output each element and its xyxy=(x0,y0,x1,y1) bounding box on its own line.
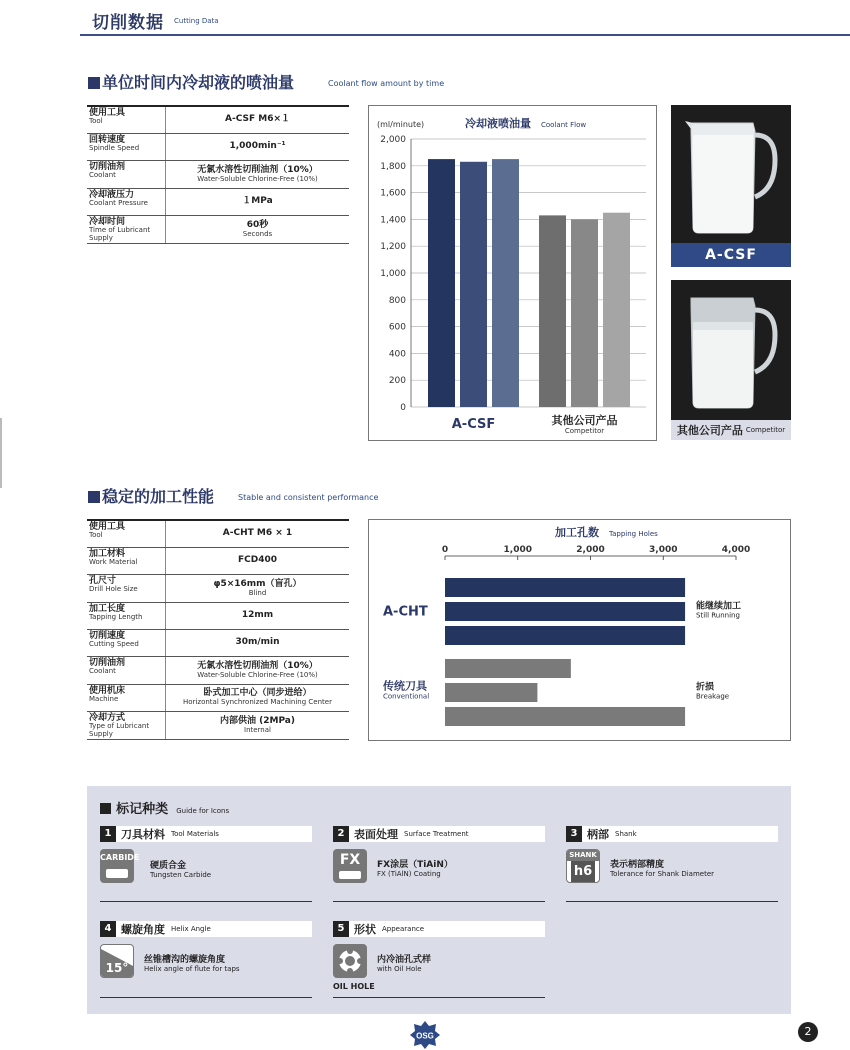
spec-value: φ5×16mm（盲孔） xyxy=(213,578,302,589)
carbide-icon: CARBIDE xyxy=(100,849,134,883)
guide-item2-text: FX涂层（TiAiN） FX (TiAlN) Coating xyxy=(377,860,453,878)
group-label: 传统刀具 xyxy=(383,679,427,693)
photo-competitor-label xyxy=(671,420,791,440)
guide-item-helix-angle: 4 螺旋角度 Helix Angle xyxy=(100,921,312,937)
spec-value: 内部供油 (2MPa) xyxy=(219,715,295,726)
tapping-chart-svg xyxy=(369,520,792,742)
bar-note-en: Breakage xyxy=(696,692,730,701)
chart-title-en: Coolant Flow xyxy=(541,121,587,129)
osg-logo-text: OSG xyxy=(416,1031,434,1041)
chart-title: 冷却液喷油量 xyxy=(465,117,531,130)
icon-guide xyxy=(87,786,791,1014)
spec-row xyxy=(87,712,349,740)
spec-label xyxy=(87,216,165,243)
photo-acsf-label: A-CSF xyxy=(671,243,791,267)
bar-note: 折损 xyxy=(696,682,715,693)
y-tick-label: 2,000 xyxy=(380,135,406,145)
spec-row xyxy=(87,657,349,685)
guide-item3-text: 表示柄部精度 Tolerance for Shank Diameter xyxy=(610,860,715,878)
spec-label-en: Tool xyxy=(89,117,103,126)
guide-item1-text: 硬质合金 Tungsten Carbide xyxy=(150,861,212,879)
spec-label-en: Cutting Speed xyxy=(89,640,139,649)
section2-title: 稳定的加工性能 xyxy=(88,484,214,507)
spec-value: 无氯水溶性切削油剂（10%） xyxy=(197,660,318,671)
spec-label-cn: 孔尺寸 xyxy=(89,576,117,586)
spec-label-cn: 加工长度 xyxy=(89,604,126,614)
spec-label-cn: 回转速度 xyxy=(89,135,126,145)
spec-row xyxy=(87,189,349,216)
section2-subtitle: Stable and consistent performance xyxy=(238,493,379,502)
y-tick-label: 400 xyxy=(388,349,406,360)
spec-value: １MPa xyxy=(242,196,273,207)
x-tick-label: 2,000 xyxy=(576,545,605,555)
spec-value-cell xyxy=(165,161,349,188)
spec-value-cell xyxy=(165,630,349,656)
chart-title-en: Tapping Holes xyxy=(609,530,658,538)
spec-row xyxy=(87,685,349,712)
spec-value-cell xyxy=(165,575,349,602)
spec-label xyxy=(87,189,165,215)
spec-value-cell xyxy=(165,548,349,574)
divider xyxy=(333,901,545,902)
spec-value-cell xyxy=(165,685,349,711)
spec-label-cn: 使用工具 xyxy=(89,522,126,532)
bar xyxy=(571,219,598,407)
guide-item-surface-treatment: 2 表面处理 Surface Treatment xyxy=(333,826,545,842)
spec-row xyxy=(87,216,349,244)
group-label: 其他公司产品 xyxy=(551,414,618,427)
divider xyxy=(566,901,778,902)
x-tick-label: 0 xyxy=(441,545,449,555)
bar xyxy=(445,683,537,702)
bar xyxy=(445,707,685,726)
spec-label-en: Spindle Speed xyxy=(89,144,140,153)
helix-angle-icon: 15° xyxy=(100,944,134,978)
spec-label-cn: 使用机床 xyxy=(89,686,126,696)
coolant-chart-svg xyxy=(369,106,658,442)
bar-note-en: Still Running xyxy=(696,611,740,620)
spec-label-en: Coolant Pressure xyxy=(89,199,148,208)
group-label: A-CSF xyxy=(451,417,496,432)
spec-value: A-CSF M6×１ xyxy=(225,114,290,125)
spec-value-sub: Horizontal Synchronized Machining Center xyxy=(183,698,332,707)
spec-label-en: Time of Lubricant Supply xyxy=(89,226,151,242)
spec-label-cn: 切削油剂 xyxy=(89,162,126,172)
guide-item4-text: 丝锥槽沟的螺旋角度 Helix angle of flute for taps xyxy=(144,955,240,973)
oil-hole-label: OIL HOLE xyxy=(333,982,375,991)
beaker-acsf-icon xyxy=(671,105,791,245)
spec-row xyxy=(87,575,349,603)
spec-label xyxy=(87,575,165,602)
divider xyxy=(333,997,545,998)
beaker-competitor-icon xyxy=(671,280,791,420)
bar xyxy=(492,159,519,407)
edge-mark xyxy=(0,418,2,488)
spec-row xyxy=(87,107,349,134)
spec-label xyxy=(87,521,165,547)
spec-label xyxy=(87,107,165,133)
spec-label xyxy=(87,630,165,656)
spec-label xyxy=(87,712,165,739)
chart-title: 加工孔数 xyxy=(555,526,599,539)
spec-value: 60秒 xyxy=(246,219,269,230)
spec-value-sub: Water-Soluble Chlorine-Free (10%) xyxy=(197,670,318,679)
coolant-chart xyxy=(368,105,657,441)
spec-value: 30m/min xyxy=(235,637,280,648)
x-tick-label: 3,000 xyxy=(649,545,678,555)
spec-value-cell xyxy=(165,107,349,133)
spec-row xyxy=(87,161,349,189)
guide-item-appearance: 5 形状 Appearance xyxy=(333,921,545,937)
spec-row xyxy=(87,134,349,161)
spec-value: 12mm xyxy=(241,610,274,621)
spec-label-en: Coolant xyxy=(89,667,116,676)
spec-value-sub: Blind xyxy=(248,588,267,597)
bar xyxy=(428,159,455,407)
spec-label xyxy=(87,657,165,684)
spec-value-cell xyxy=(165,216,349,243)
spec-table-performance xyxy=(87,519,349,740)
x-tick-label: 1,000 xyxy=(503,545,532,555)
y-tick-label: 1,800 xyxy=(380,161,406,172)
spec-label-cn: 切削速度 xyxy=(89,631,126,641)
spec-label-en: Coolant xyxy=(89,171,116,180)
spec-label-cn: 冷却液压力 xyxy=(89,190,135,200)
spec-value-cell xyxy=(165,134,349,160)
spec-label-en: Machine xyxy=(89,695,119,704)
spec-row xyxy=(87,603,349,630)
spec-label-en: Tapping Length xyxy=(89,613,143,622)
y-tick-label: 1,000 xyxy=(380,269,406,279)
guide-item-shank: 3 柄部 Shank xyxy=(566,826,778,842)
section1-title: 单位时间内冷却液的喷油量 xyxy=(88,70,294,93)
osg-logo-icon xyxy=(410,1020,440,1050)
spec-label-cn: 冷却方式 xyxy=(89,713,126,723)
spec-label-en: Type of Lubricant Supply xyxy=(89,722,150,738)
bar xyxy=(445,602,685,621)
tapping-chart xyxy=(368,519,791,741)
spec-label-cn: 切削油剂 xyxy=(89,658,126,668)
competitor-label-cn: 其他公司产品 xyxy=(676,424,743,437)
spec-value: 卧式加工中心（同步进给） xyxy=(203,688,312,699)
spec-label-en: Drill Hole Size xyxy=(89,585,138,594)
y-tick-label: 0 xyxy=(400,403,406,413)
spec-value: FCD400 xyxy=(237,555,277,566)
spec-label-cn: 加工材料 xyxy=(89,549,126,559)
group-sublabel: Competitor xyxy=(564,427,605,435)
y-tick-label: 800 xyxy=(388,295,406,306)
page-number: 2 xyxy=(798,1022,818,1042)
spec-value: 无氯水溶性切削油剂（10%） xyxy=(197,164,318,175)
y-tick-label: 600 xyxy=(388,322,406,333)
spec-label xyxy=(87,134,165,160)
spec-label xyxy=(87,685,165,711)
fx-coating-icon: FX xyxy=(333,849,367,883)
bar xyxy=(539,215,566,407)
shank-h6-icon: SHANK h6 xyxy=(566,849,600,883)
spec-value: 1,000min⁻¹ xyxy=(229,141,286,152)
spec-label xyxy=(87,161,165,188)
y-tick-label: 1,400 xyxy=(380,215,406,226)
section1-subtitle: Coolant flow amount by time xyxy=(328,79,445,88)
spec-row xyxy=(87,548,349,575)
photo-competitor xyxy=(671,280,791,420)
bar xyxy=(445,626,685,645)
page-subtitle: Cutting Data xyxy=(174,17,219,25)
spec-value-cell xyxy=(165,603,349,629)
spec-label xyxy=(87,548,165,574)
bar xyxy=(445,578,685,597)
spec-value-cell xyxy=(165,712,349,739)
spec-label-cn: 使用工具 xyxy=(89,108,126,118)
osg-logo xyxy=(410,1020,440,1050)
spec-row xyxy=(87,630,349,657)
group-label: A-CHT xyxy=(383,604,428,620)
competitor-label-en: Competitor xyxy=(745,426,786,434)
y-axis-label: (ml/minute) xyxy=(377,120,425,129)
guide-item5-text: 内冷油孔式样 with Oil Hole xyxy=(377,955,432,973)
bar xyxy=(445,659,571,678)
spec-value: A-CHT M6 × 1 xyxy=(222,528,293,539)
spec-value-cell xyxy=(165,521,349,547)
bar-note: 能继续加工 xyxy=(696,601,742,612)
y-tick-label: 1,200 xyxy=(380,242,406,253)
spec-row xyxy=(87,521,349,548)
spec-value-cell xyxy=(165,189,349,215)
y-tick-label: 1,600 xyxy=(380,188,406,199)
spec-value-sub: Water-Soluble Chlorine-Free (10%) xyxy=(197,174,318,183)
spec-label-en: Tool xyxy=(89,531,103,540)
oil-hole-icon xyxy=(333,944,367,978)
bar xyxy=(460,162,487,407)
divider xyxy=(100,997,312,998)
spec-table-coolant xyxy=(87,105,349,244)
y-tick-label: 200 xyxy=(388,376,406,387)
spec-value-sub: Seconds xyxy=(242,229,273,238)
guide-title: 标记种类 Guide for Icons xyxy=(100,798,229,817)
guide-item-tool-materials: 1 刀具材料 Tool Materials xyxy=(100,826,312,842)
photo-acsf xyxy=(671,105,791,245)
spec-label-en: Work Material xyxy=(89,558,138,567)
divider xyxy=(100,901,312,902)
page-title: 切削数据 xyxy=(92,13,164,33)
spec-value-sub: Internal xyxy=(244,725,271,734)
spec-label-cn: 冷却时间 xyxy=(89,217,126,227)
spec-value-cell xyxy=(165,657,349,684)
spec-label xyxy=(87,603,165,629)
bar xyxy=(603,213,630,407)
x-tick-label: 4,000 xyxy=(721,545,751,555)
group-sublabel: Conventional xyxy=(383,692,430,701)
